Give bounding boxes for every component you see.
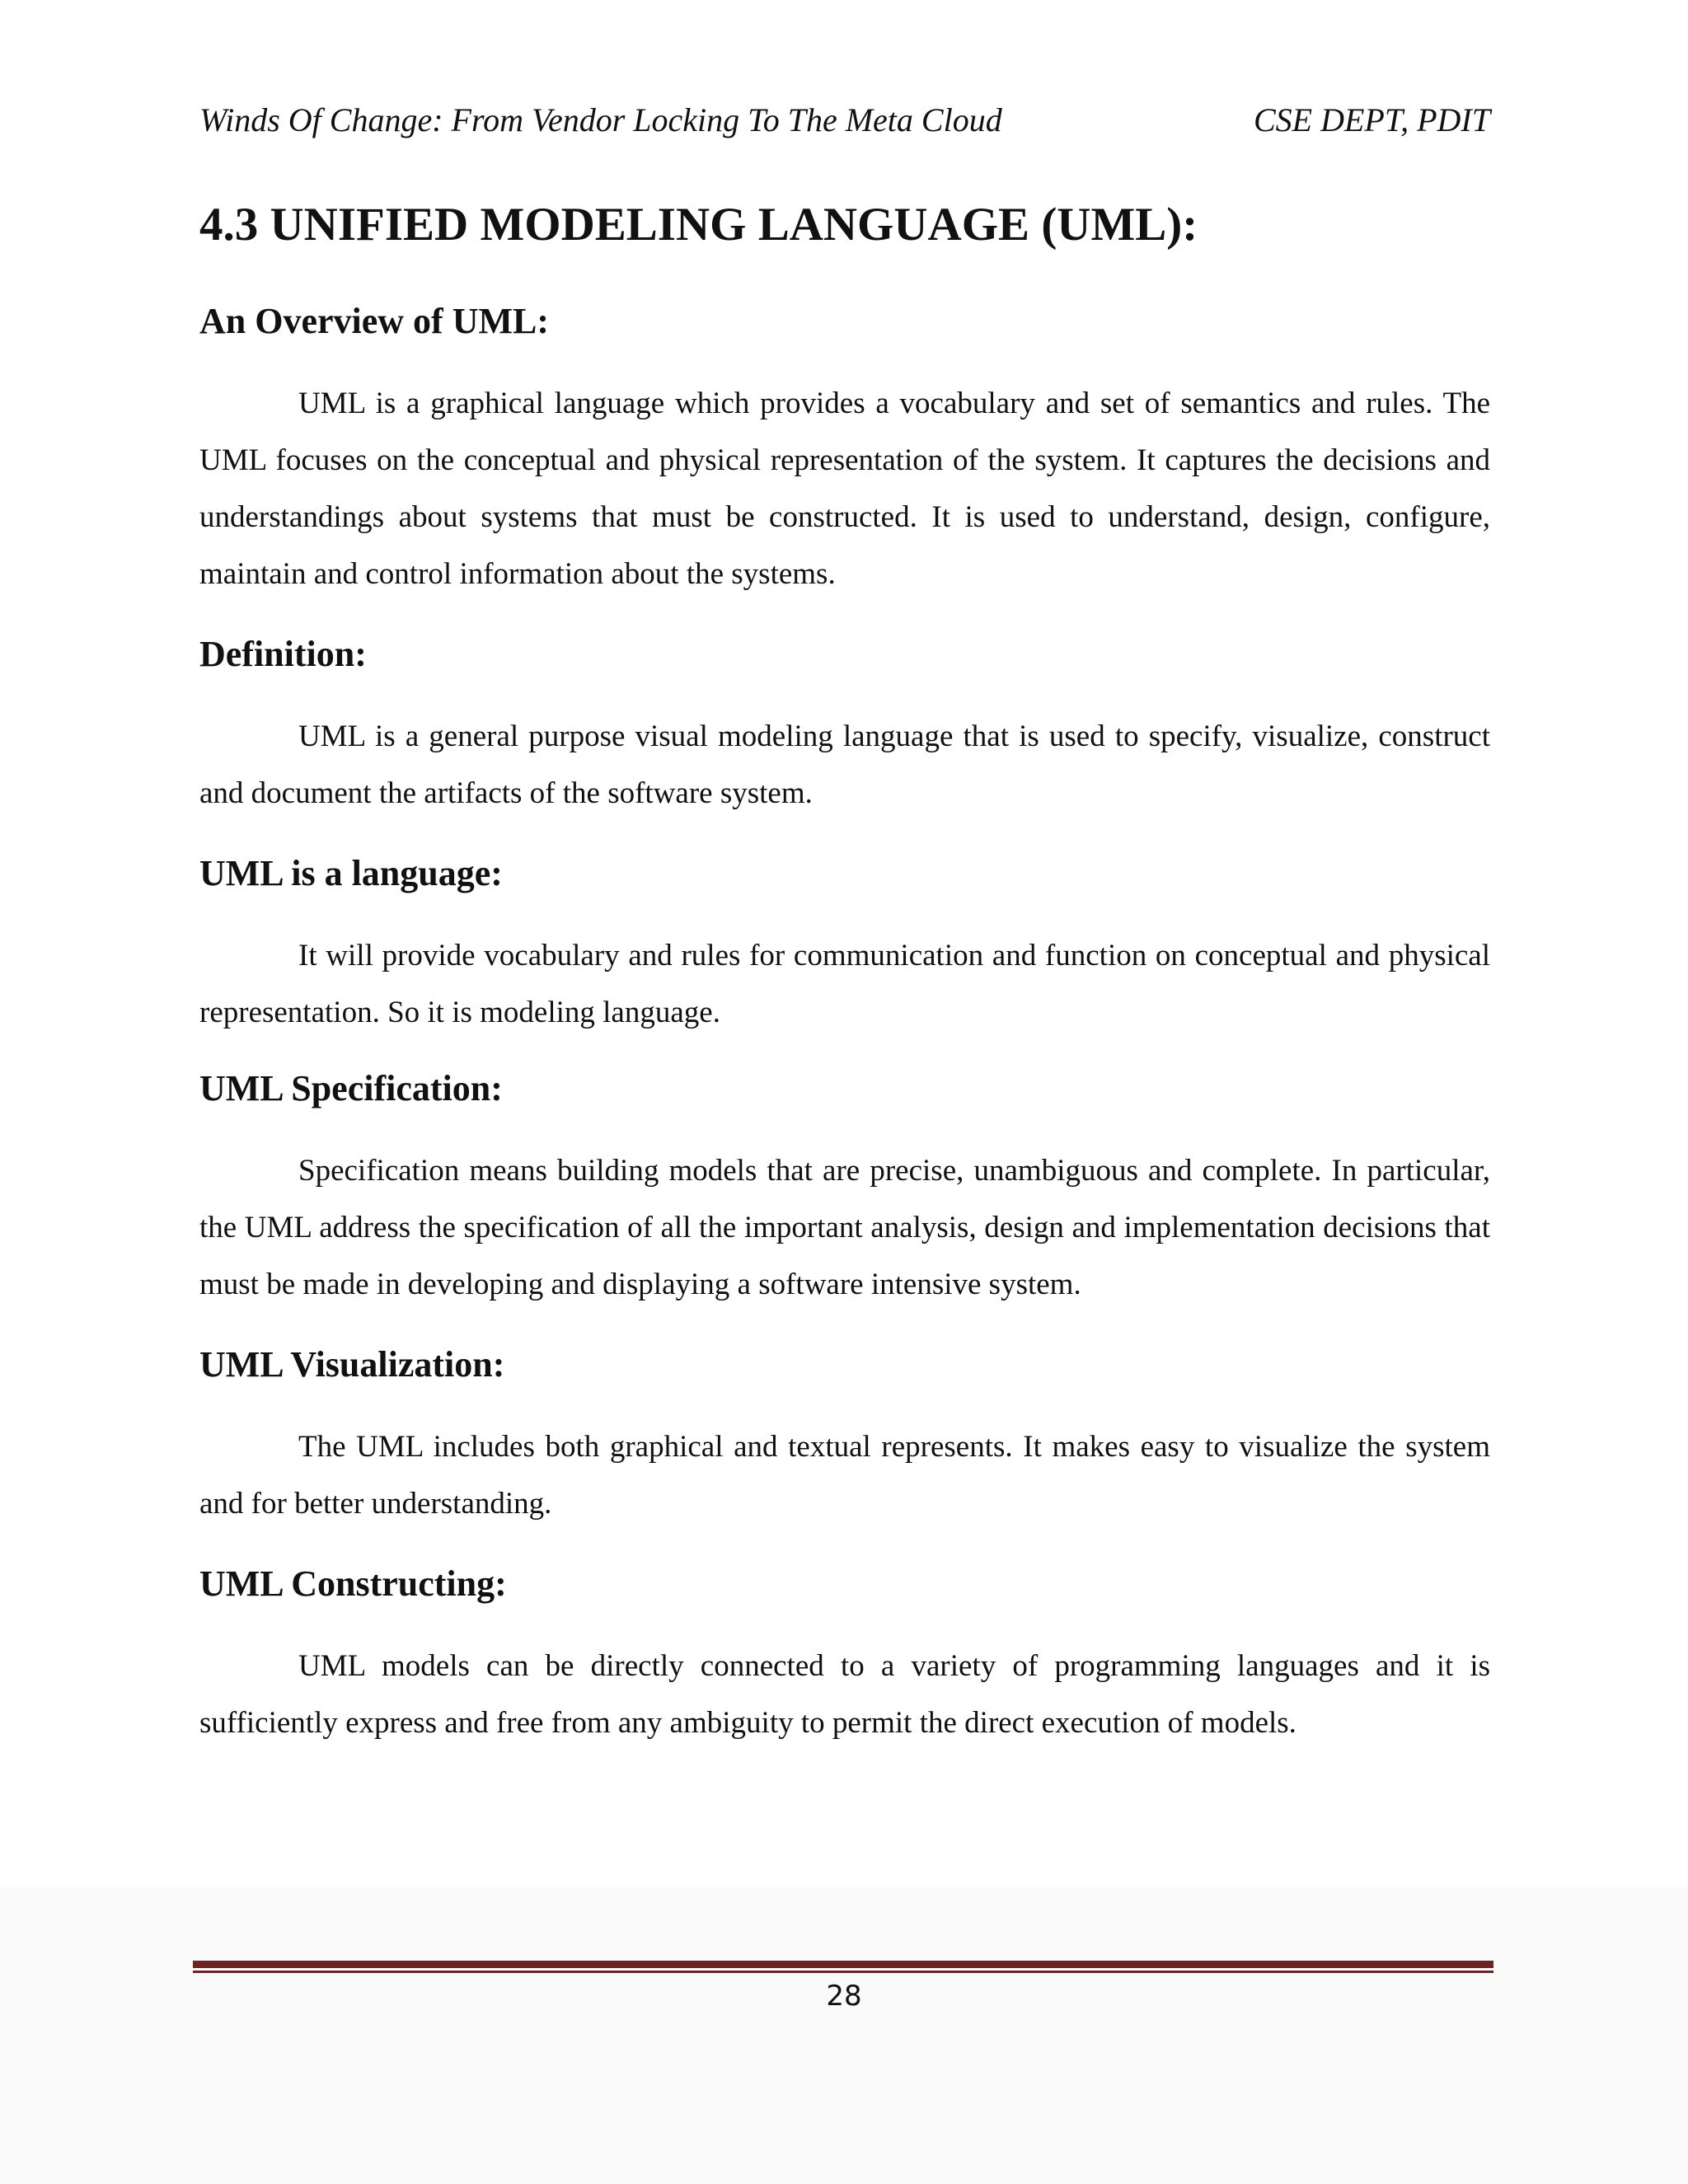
paragraph-overview: UML is a graphical language which provides a vocabulary and set of semantics and rules. The UML focuses on the conceptual and physical representation of the system. It captures the decisions and understandings about systems that must be constructed. It is used to understand, design, configure, maintain and control information about the systems. [199,387,1490,591]
paragraph-visualization: The UML includes both graphical and textual represents. It makes easy to visualize the system and for better understanding. [199,1430,1490,1521]
footer-rule [193,1961,1493,1968]
subheading-overview: An Overview of UML: [199,301,550,341]
subheading-definition: Definition: [199,634,367,674]
subheading-language: UML is a language: [199,853,503,893]
running-header [199,96,1490,145]
paragraph-language: It will provide vocabulary and rules for communication and function on conceptual and physical representation. So it is modeling language. [199,939,1490,1029]
subheading-specification: UML Specification: [199,1068,503,1108]
section-title: 4.3 UNIFIED MODELING LANGUAGE (UML): [199,199,1198,251]
paragraph-constructing: UML models can be directly connected to a variety of programming languages and it is sufficiently express and free from any ambiguity to permit the direct execution of models. [199,1649,1490,1740]
page-content [199,185,1490,1751]
subheading-visualization: UML Visualization: [199,1344,505,1385]
running-header-title: Winds Of Change: From Vendor Locking To The Meta Cloud [199,101,1002,138]
running-header-dept: CSE DEPT, PDIT [1253,101,1490,138]
paragraph-specification: Specification means building models that are precise, unambiguous and complete. In particular, the UML address the specification of all the important analysis, design and implementation decisions that must be made in developing and displaying a software intensive system. [199,1154,1490,1301]
paragraph-definition: UML is a general purpose visual modeling language that is used to specify, visualize, construct and document the artifacts of the software system. [199,719,1490,810]
page-number: 28 [826,1980,862,2013]
subheading-constructing: UML Constructing: [199,1563,507,1604]
footer-rule-thin [193,1971,1493,1973]
page-bottom-margin [0,1887,1688,2184]
